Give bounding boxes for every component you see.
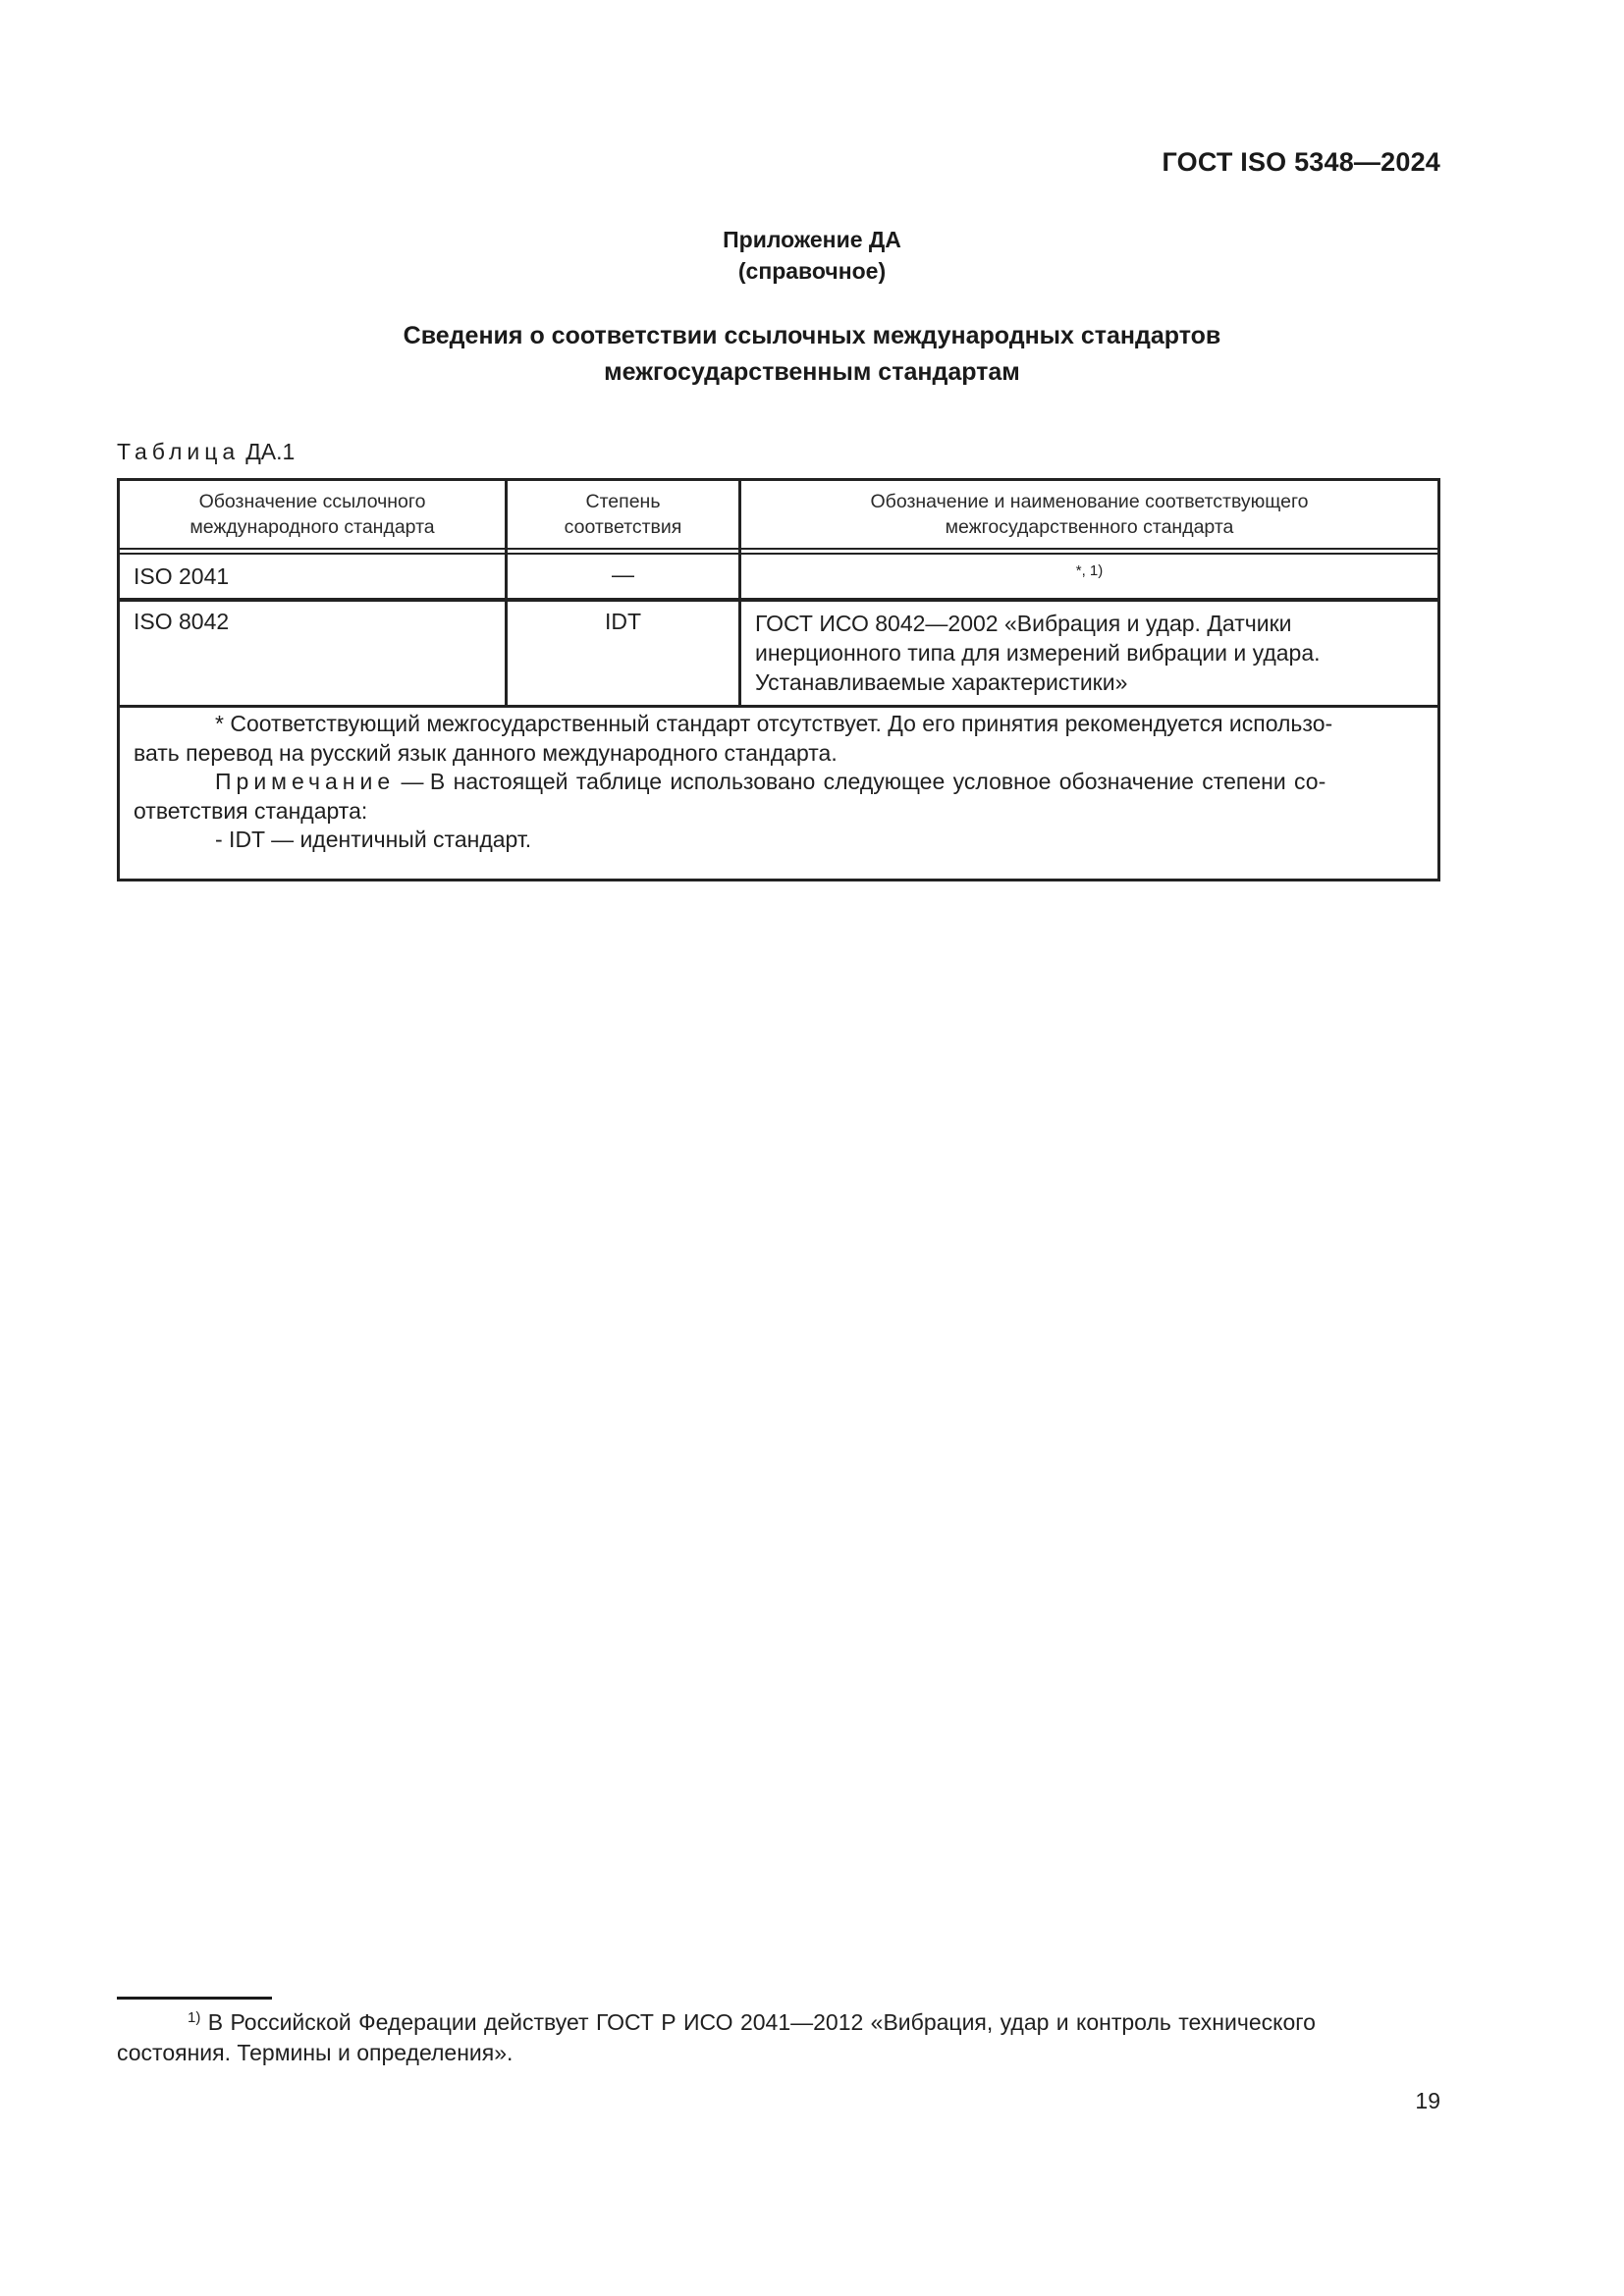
footnote [117, 2007, 1440, 2068]
note-dash: — [395, 769, 430, 794]
appendix-subtitle: (справочное) [737, 258, 887, 284]
column-header-line: Степень [585, 491, 661, 512]
row-divider [120, 705, 1437, 708]
column-header-line: межгосударственного стандарта [945, 516, 1234, 538]
note-line1 [134, 768, 1424, 797]
column-header-line: Обозначение и наименование соответствующего [870, 491, 1309, 512]
note-line2: ответствия стандарта: [134, 797, 368, 824]
page-number: 19 [1415, 2088, 1440, 2113]
table-caption [117, 439, 295, 465]
idt-definition: - IDT — идентичный стандарт. [215, 827, 532, 852]
column-header-line: международного стандарта [189, 516, 435, 538]
cell-degree: IDT [604, 609, 642, 634]
footnote-line2: состояния. Термины и определения». [117, 2040, 514, 2065]
correspondence-table [117, 478, 1440, 881]
column-header-line: соответствия [564, 516, 682, 538]
table-notes [120, 710, 1437, 855]
cell-interstate [755, 609, 1433, 697]
header-divider [120, 548, 1437, 550]
cell-reference: ISO 2041 [134, 563, 230, 589]
interstate-line: Устанавливаемые характеристики» [755, 669, 1128, 695]
document-id: ГОСТ ISO 5348—2024 [1162, 147, 1440, 177]
asterisk-note-line2: вать перевод на русский язык данного международного стандарта. [134, 739, 838, 766]
table-row [120, 555, 1437, 598]
footnote-text: В Российской Федерации действует ГОСТ Р ИСО 2041—2012 «Вибрация, удар и контроль технического [200, 2009, 1316, 2035]
footnote-line1 [117, 2007, 1440, 2038]
column-header-line: Обозначение ссылочного [198, 491, 426, 512]
column-header-reference [120, 489, 505, 540]
interstate-line: ГОСТ ИСО 8042—2002 «Вибрация и удар. Датчики [755, 611, 1292, 636]
section-title [0, 318, 1624, 391]
table-caption-word: Таблица [117, 439, 241, 464]
cell-reference: ISO 8042 [134, 609, 230, 634]
footnote-marker: 1) [188, 2009, 201, 2026]
column-header-interstate [741, 489, 1437, 540]
footnote-separator [117, 1997, 272, 2000]
section-title-line2: межгосударственным стандартам [604, 358, 1020, 386]
table-row [120, 602, 1437, 705]
note-label: Примечание [215, 769, 396, 794]
appendix-heading [0, 224, 1624, 287]
footnote-marker: *, 1) [1075, 562, 1104, 579]
column-header-degree [508, 489, 738, 540]
interstate-line: инерционного типа для измерений вибрации и удара. [755, 640, 1321, 666]
asterisk-note-line1: * Соответствующий межгосударственный стандарт отсутствует. До его принятия рекомендуется использо- [215, 711, 1333, 736]
cell-degree: — [612, 561, 634, 587]
section-title-line1: Сведения о соответствии ссылочных международных стандартов [403, 322, 1221, 349]
cell-interstate [741, 561, 1437, 587]
appendix-title: Приложение ДА [723, 227, 901, 252]
table-caption-number: ДА.1 [245, 439, 296, 464]
note-text: В настоящей таблице использовано следующее условное обозначение степени со- [429, 769, 1326, 794]
